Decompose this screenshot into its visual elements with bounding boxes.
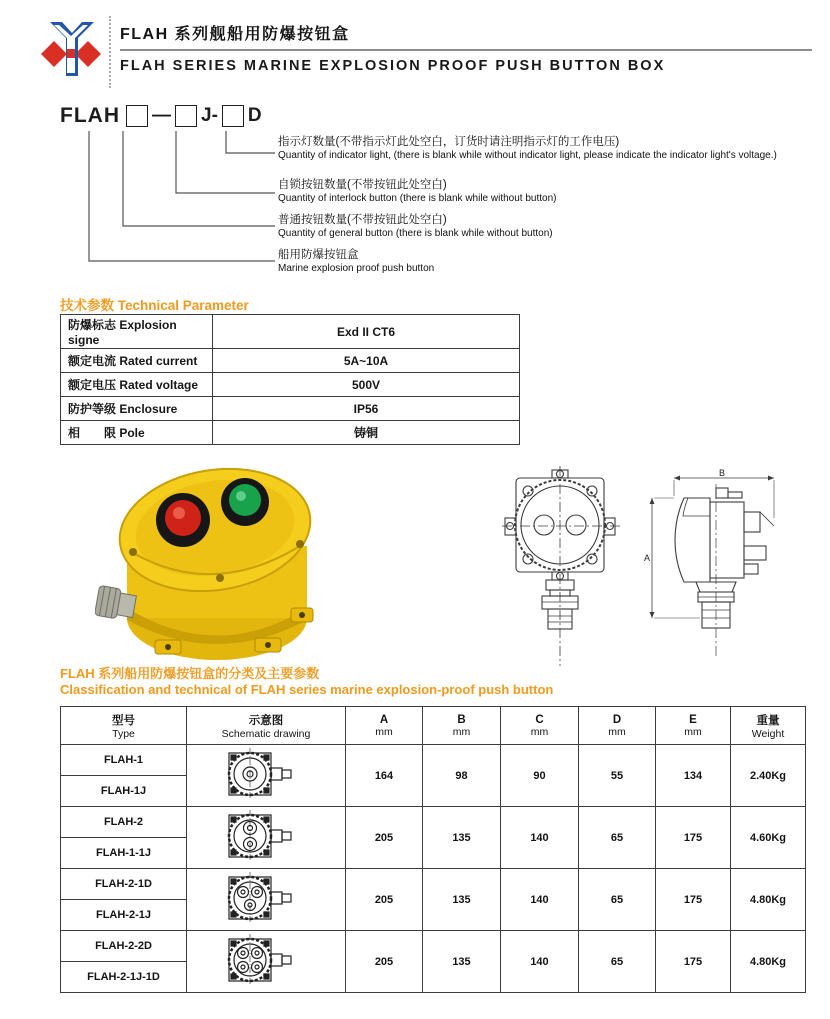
col-header-zh: 重量 [756,714,780,727]
dim-c-value: 140 [501,931,579,993]
dim-e-value: 175 [656,807,731,869]
col-header-type [61,707,187,745]
type-label: FLAH-2-1D [61,869,187,900]
weight-value: 4.80Kg [731,869,806,931]
weight-value: 4.60Kg [731,807,806,869]
model-designation-connector-lines [60,131,290,271]
dim-e-value: 134 [656,745,731,807]
col-header-dim-c: C mm [501,707,579,745]
dim-e-value: 175 [656,869,731,931]
annotation-en: Quantity of indicator light, (there is blank while without indicator light, please indicate the indicator light's voltage.) [278,150,777,161]
col-header-zh: 型号 [112,714,135,727]
page-title-zh: FLAH 系列舰船用防爆按钮盒 [120,26,350,43]
col-header-dim-b: B mm [423,707,501,745]
param-label: 额定电压 Rated voltage [61,373,213,397]
dim-d-value: 65 [579,869,656,931]
type-label: FLAH-2-1J-1D [61,962,187,993]
classification-heading-en: Classification and technical of FLAH series marine explosion-proof push button [60,682,554,697]
dim-b-value: 135 [423,807,501,869]
annotation-en: Quantity of interlock button (there is blank while without button) [278,193,557,204]
annotation-interlock-button [278,179,803,205]
param-value: 5A~10A [213,349,520,373]
param-label: 额定电流 Rated current [61,349,213,373]
table-row [61,421,520,445]
technical-parameter-heading: 技术参数 Technical Parameter [60,298,249,313]
side-view-drawing [640,468,785,668]
model-suffix-d: D [247,105,262,126]
col-header-dim-e: E mm [656,707,731,745]
model-box-indicator [222,105,244,127]
annotation-general-button [278,214,803,240]
table-row [61,397,520,421]
table-row [61,931,806,962]
annotation-zh: 船用防爆按钮盒 [278,249,359,261]
annotation-en: Quantity of general button (there is blank while without button) [278,228,553,239]
model-box-general [126,105,148,127]
model-separator-dash: — [152,105,171,126]
table-row [61,349,520,373]
type-label: FLAH-1-1J [61,838,187,869]
dim-c-value: 140 [501,807,579,869]
title-rule [120,49,812,51]
col-header-dim-a: A mm [346,707,423,745]
model-designation-diagram [60,103,805,298]
param-value: 500V [213,373,520,397]
classification-table [60,706,806,993]
schematic-drawing-2-buttons [187,807,346,869]
annotation-zh: 自锁按钮数量(不带按钮此处空白) [278,179,447,191]
dim-c-value: 90 [501,745,579,807]
front-view-drawing [500,464,625,674]
dim-d-value: 55 [579,745,656,807]
dimension-label-a: A [643,553,651,563]
dim-a-value: 205 [346,931,423,993]
param-label: 相 限 Pole [61,421,213,445]
col-header-dim-d: D mm [579,707,656,745]
col-header-zh: 示意图 [248,714,284,727]
type-label: FLAH-1J [61,776,187,807]
param-value: Exd II CT6 [213,315,520,349]
model-separator-j: J- [201,105,218,126]
classification-heading-zh: FLAH 系列船用防爆按钮盒的分类及主要参数 [60,666,320,681]
page-title-en: FLAH SERIES MARINE EXPLOSION PROOF PUSH BUTTON BOX [120,58,666,74]
dim-b-value: 135 [423,869,501,931]
table-header-row [61,707,806,745]
model-box-interlock [175,105,197,127]
annotation-marine-box [278,249,803,275]
type-label: FLAH-1 [61,745,187,776]
dim-b-value: 98 [423,745,501,807]
company-logo-icon [40,18,102,84]
type-label: FLAH-2-2D [61,931,187,962]
dim-e-value: 175 [656,931,731,993]
param-label: 防护等级 Enclosure [61,397,213,421]
page-header [120,21,812,74]
schematic-drawing-3-buttons [187,869,346,931]
dim-c-value: 140 [501,869,579,931]
annotation-zh: 指示灯数量(不带指示灯此处空白，订货时请注明指示灯的工作电压) [278,136,620,148]
dim-d-value: 65 [579,931,656,993]
classification-heading [60,666,553,698]
col-header-weight [731,707,806,745]
weight-value: 4.80Kg [731,931,806,993]
col-header-en: Type [112,727,135,740]
schematic-drawing-1-button [187,745,346,807]
table-row [61,745,806,776]
dim-a-value: 205 [346,869,423,931]
dim-d-value: 65 [579,807,656,869]
header-divider [109,16,111,88]
table-row [61,315,520,349]
param-value: 铸铜 [213,421,520,445]
type-label: FLAH-2-1J [61,900,187,931]
product-photo [95,458,340,671]
param-value: IP56 [213,397,520,421]
technical-parameter-table [60,314,520,445]
col-header-en: Weight [751,727,785,740]
annotation-indicator-light [278,136,803,162]
dimension-label-b: B [718,468,726,478]
model-code-row [60,103,266,129]
table-row [61,807,806,838]
table-row [61,869,806,900]
type-label: FLAH-2 [61,807,187,838]
param-label: 防爆标志 Explosion signe [61,315,213,349]
model-prefix: FLAH [60,104,120,127]
col-header-schematic [187,707,346,745]
dim-b-value: 135 [423,931,501,993]
table-row [61,373,520,397]
annotation-zh: 普通按钮数量(不带按钮此处空白) [278,214,447,226]
weight-value: 2.40Kg [731,745,806,807]
col-header-en: Schematic drawing [221,727,311,740]
annotation-en: Marine explosion proof push button [278,263,435,274]
dim-a-value: 164 [346,745,423,807]
schematic-drawing-4-buttons [187,931,346,993]
dim-a-value: 205 [346,807,423,869]
